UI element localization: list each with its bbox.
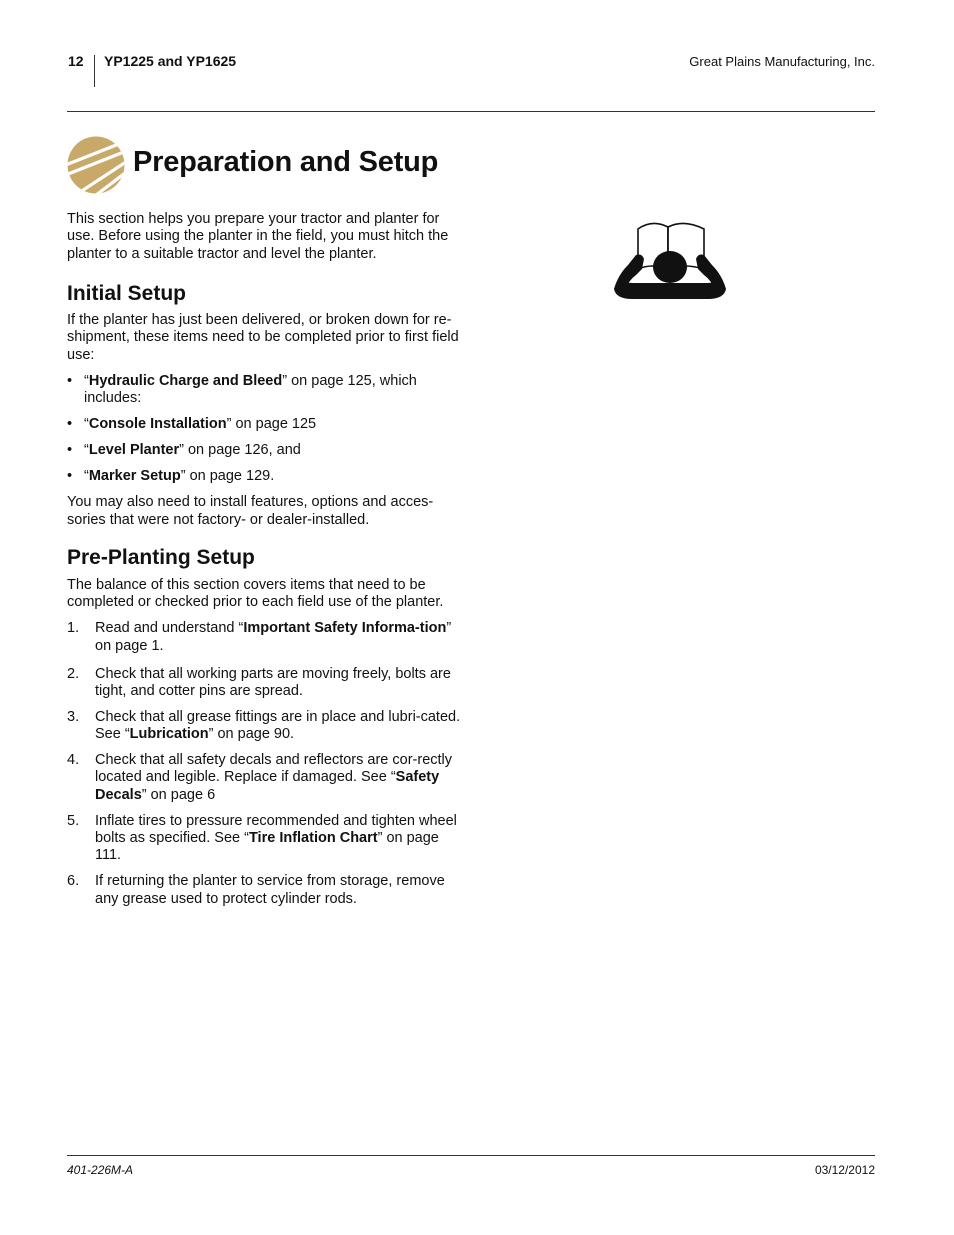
- list-item: • “Marker Setup” on page 129.: [67, 468, 275, 485]
- cross-reference-link[interactable]: Lubrication: [129, 726, 209, 743]
- cross-reference-link[interactable]: Hydraulic Charge and Bleed: [88, 372, 283, 389]
- list-item: • “Console Installation” on page 125: [67, 416, 317, 433]
- page-number: 12: [68, 53, 84, 69]
- header-rule: [67, 111, 875, 112]
- list-item: • “Hydraulic Charge and Bleed” on page 125, which includes:: [67, 372, 417, 407]
- list-item: 4. Check that all safety decals and reflectors are cor-rectly located and legible. Replace if damaged. See “Safety Decals” on page 6: [67, 752, 453, 803]
- cross-reference-link[interactable]: Important Safety Informa-tion: [243, 620, 447, 637]
- list-item: 3. Check that all grease fittings are in place and lubri-cated. See “Lubrication” on page 90.: [67, 708, 461, 743]
- header-divider: [94, 55, 95, 87]
- list-item: 6. If returning the planter to service from storage, remove any grease used to protect cylinder rods.: [67, 873, 445, 907]
- initial-setup-list: [67, 373, 462, 486]
- list-item: 2. Check that all working parts are moving freely, bolts are tight, and cotter pins are spread.: [67, 665, 451, 700]
- cross-reference-link[interactable]: Marker Setup: [88, 468, 181, 485]
- initial-setup-heading: Initial Setup: [67, 282, 187, 305]
- list-item: • “Level Planter” on page 126, and: [67, 442, 301, 459]
- cross-reference-link[interactable]: Safety Decals: [95, 769, 440, 803]
- list-item: 5. Inflate tires to pressure recommended and tighten wheel bolts as specified. See “Tire Inflation Chart” on page 111.: [67, 812, 457, 864]
- person-reading-manual-icon: [612, 219, 728, 301]
- company-name: Great Plains Manufacturing, Inc.: [689, 54, 875, 69]
- great-plains-rays-icon: [67, 136, 125, 194]
- pre-planting-section: [67, 577, 462, 916]
- initial-setup-section: [67, 312, 462, 529]
- document-number: 401-226M-A: [67, 1163, 134, 1177]
- pre-planting-heading: Pre-Planting Setup: [67, 546, 255, 569]
- initial-setup-closing: You may also need to install features, options and acces-sories that were not factory- or dealer-installed.: [67, 494, 434, 528]
- list-item: 1. Read and understand “Important Safety Informa-tion” on page 1.: [67, 620, 452, 654]
- pre-planting-lead: The balance of this section covers items that need to be completed or checked prior to each field use of the planter.: [67, 577, 444, 611]
- cross-reference-link[interactable]: Tire Inflation Chart: [248, 830, 378, 847]
- cross-reference-link[interactable]: Console Installation: [88, 416, 227, 433]
- page-title: Preparation and Setup: [133, 146, 439, 178]
- footer-rule: [67, 1155, 875, 1156]
- model-name: YP1225 and YP1625: [104, 53, 237, 69]
- revision-date: 03/12/2012: [814, 1163, 875, 1177]
- intro-paragraph: This section helps you prepare your tractor and planter for use. Before using the planter in the field, you must hitch the planter to a suitable tractor and level the planter.: [67, 211, 449, 262]
- initial-setup-lead: If the planter has just been delivered, or broken down for re-shipment, these items need to be completed prior to first field use:: [67, 312, 459, 363]
- pre-planting-steps: [67, 620, 462, 908]
- cross-reference-link[interactable]: Level Planter: [88, 442, 180, 459]
